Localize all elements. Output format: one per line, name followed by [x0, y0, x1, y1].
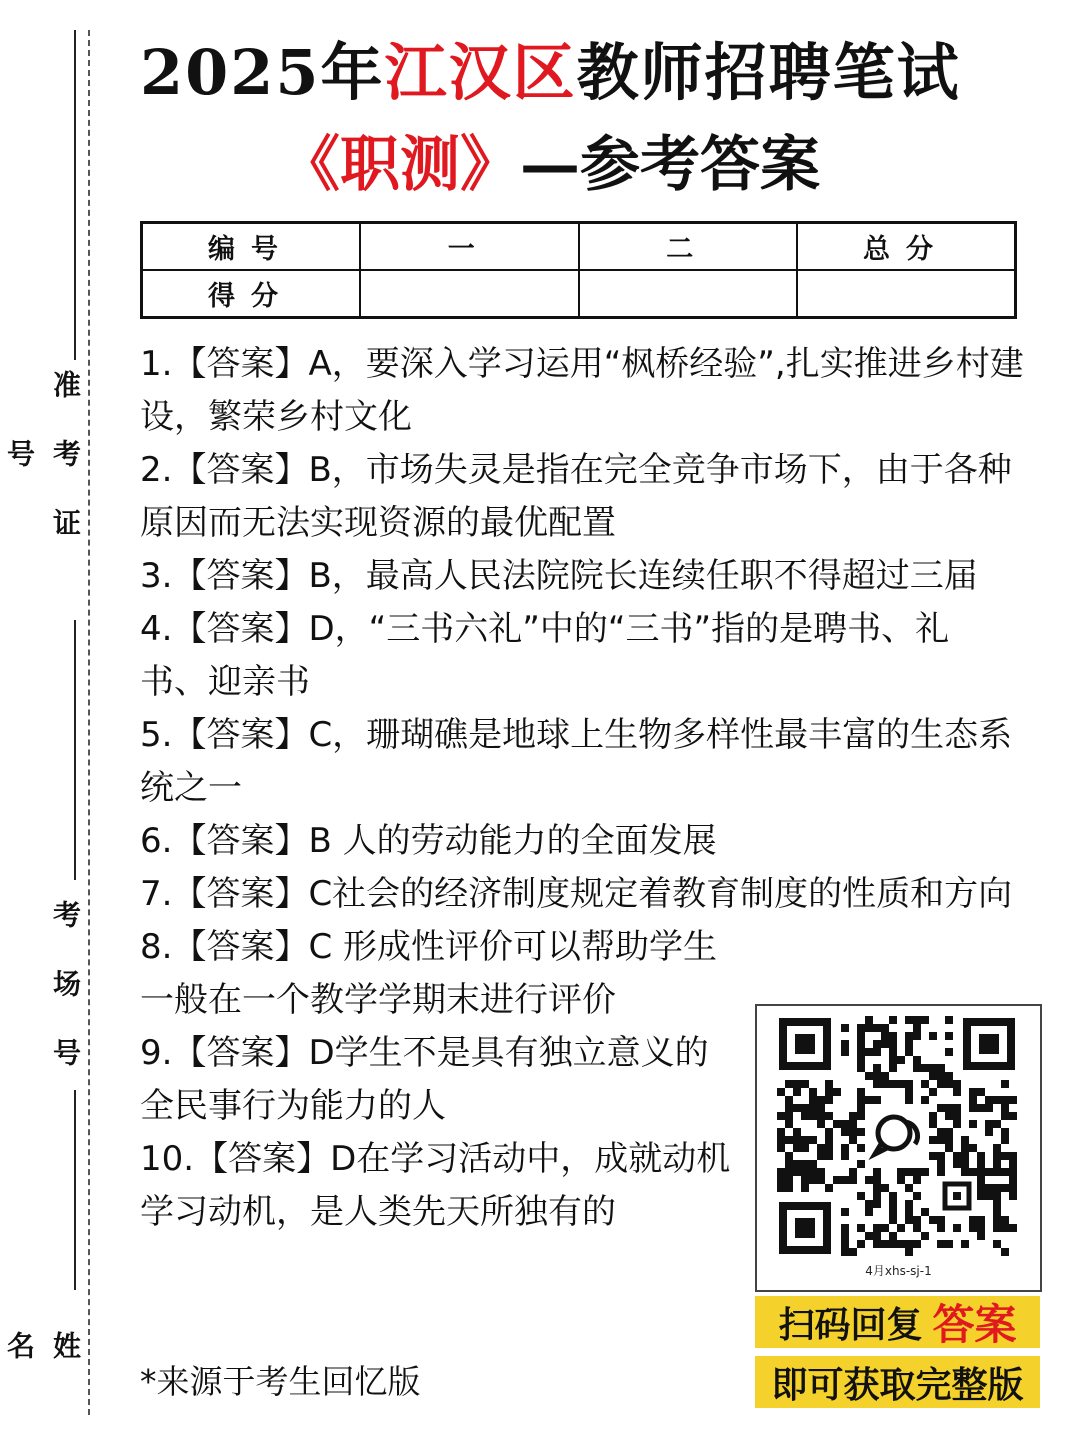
score-table — [140, 221, 1017, 319]
room-label: 考 场 号 — [49, 900, 82, 1070]
answer-item-10: 10.【答案】D在学习活动中，成就动机 — [140, 1139, 731, 1179]
source-note: *来源于考生回忆版 — [140, 1362, 421, 1401]
qr-caption: 4月xhs-sj-1 — [865, 1264, 932, 1278]
room-fill-line — [74, 620, 76, 880]
title-rest: 教师招聘笔试 — [576, 36, 961, 109]
answer-item-5: 5.【答案】C，珊瑚礁是地球上生物多样性最丰富的生态系统之一 — [140, 715, 1013, 808]
answer-item-8-cont: 一般在一个教学学期末进行评价 — [140, 980, 616, 1020]
answer-item-2: 2.【答案】B，市场失灵是指在完全竞争市场下，由于各种原因而无法实现资源的最优配置 — [140, 450, 1012, 543]
subtitle-rest: —参考答案 — [520, 130, 820, 200]
answer-item-10-cont: 学习动机，是人类先天所独有的 — [140, 1192, 616, 1232]
exam-id-label: 准 考 证 号 — [3, 370, 82, 540]
cta-get-full: 即可获取完整版 — [755, 1356, 1040, 1408]
qr-code-card[interactable] — [755, 1004, 1042, 1292]
table-cell-number: 编号 — [142, 223, 361, 271]
answer-item-1: 1.【答案】A，要深入学习运用“枫桥经验”,扎实推进乡村建设，繁荣乡村文化 — [140, 344, 1024, 437]
answer-item-7: 7.【答案】C社会的经济制度规定着教育制度的性质和方向 — [140, 874, 1013, 914]
table-cell-score-part2 — [579, 270, 798, 318]
subtitle-subject: 《职测》 — [280, 130, 520, 200]
binding-dashed-line — [88, 30, 90, 1415]
title-year: 2025年 — [140, 36, 385, 109]
name-label: 姓 名 — [3, 1331, 82, 1379]
score-table-row — [142, 223, 1016, 271]
table-cell-part2: 二 — [579, 223, 798, 271]
cta-scan-text: 扫码回复 — [778, 1303, 923, 1346]
answer-item-9-cont: 全民事行为能力的人 — [140, 1086, 446, 1126]
cta-keyword: 答案 — [932, 1300, 1017, 1349]
answer-item-4: 4.【答案】D，“三书六礼”中的“三书”指的是聘书、礼书、迎亲书 — [140, 609, 950, 702]
name-fill-line — [74, 1090, 76, 1290]
title-district: 江汉区 — [384, 36, 577, 109]
table-cell-score: 得分 — [142, 270, 361, 318]
table-cell-part1: 一 — [360, 223, 579, 271]
page-subtitle — [280, 125, 980, 205]
table-cell-score-part1 — [360, 270, 579, 318]
table-cell-score-total — [797, 270, 1016, 318]
page-title — [140, 28, 1040, 118]
answer-item-9: 9.【答案】D学生不是具有独立意义的 — [140, 1033, 709, 1073]
score-table-row — [142, 270, 1016, 318]
answer-item-3: 3.【答案】B，最高人民法院院长连续任职不得超过三届 — [140, 556, 978, 596]
cta-scan-reply — [755, 1296, 1040, 1348]
answer-item-6: 6.【答案】B 人的劳动能力的全面发展 — [140, 821, 717, 861]
qr-code[interactable] — [777, 1016, 1017, 1256]
answer-item-8: 8.【答案】C 形成性评价可以帮助学生 — [140, 927, 717, 967]
table-cell-total: 总分 — [797, 223, 1016, 271]
exam-id-fill-line — [74, 30, 76, 360]
